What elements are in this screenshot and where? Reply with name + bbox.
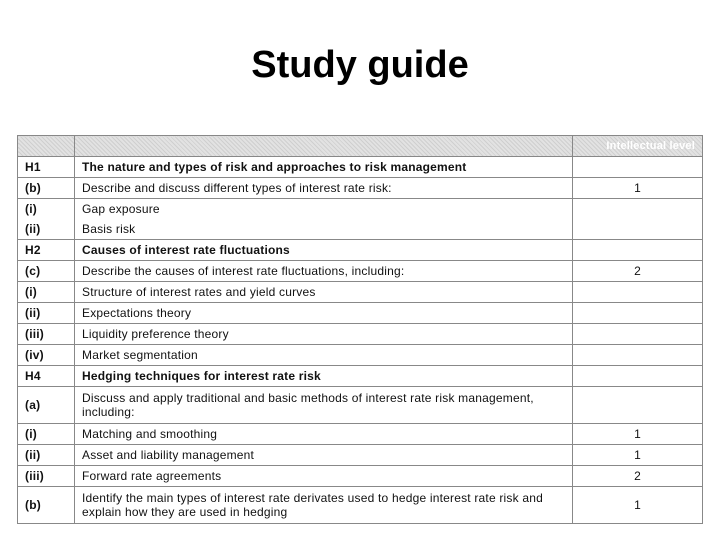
row-text: Structure of interest rates and yield curves — [75, 282, 573, 303]
row-text: Matching and smoothing — [75, 424, 573, 445]
table-row — [18, 324, 703, 345]
row-text: Causes of interest rate fluctuations — [75, 240, 573, 261]
row-code: (b) — [18, 487, 75, 524]
row-text: Expectations theory — [75, 303, 573, 324]
table-row — [18, 387, 703, 424]
row-level — [573, 199, 703, 240]
row-level: 2 — [573, 261, 703, 282]
row-code: (b) — [18, 178, 75, 199]
row-level — [573, 303, 703, 324]
row-text: Gap exposure — [82, 202, 160, 216]
row-text: Basis risk — [82, 222, 136, 236]
row-text: Forward rate agreements — [75, 466, 573, 487]
row-text: Hedging techniques for interest rate risk — [75, 366, 573, 387]
row-level — [573, 324, 703, 345]
row-level: 1 — [573, 178, 703, 199]
row-text: Asset and liability management — [75, 445, 573, 466]
table-row — [18, 466, 703, 487]
row-code: (a) — [18, 387, 75, 424]
header-cell — [75, 136, 573, 157]
row-text: Market segmentation — [75, 345, 573, 366]
row-text: Liquidity preference theory — [75, 324, 573, 345]
row-code: (ii) — [25, 222, 41, 236]
slide-title: Study guide — [251, 44, 469, 86]
row-level: 1 — [573, 424, 703, 445]
row-text: The nature and types of risk and approaches to risk management — [75, 157, 573, 178]
header-cell — [18, 136, 75, 157]
row-text: Describe the causes of interest rate fluctuations, including: — [75, 261, 573, 282]
row-code: (iv) — [18, 345, 75, 366]
study-guide-table — [17, 135, 703, 524]
row-level — [573, 157, 703, 178]
row-code: H4 — [18, 366, 75, 387]
row-text: Describe and discuss different types of interest rate risk: — [75, 178, 573, 199]
row-code: (i) — [18, 282, 75, 303]
row-code: (i) — [25, 202, 37, 216]
table-row — [18, 240, 703, 261]
row-code: (ii) — [18, 303, 75, 324]
row-level — [573, 282, 703, 303]
table-row — [18, 157, 703, 178]
table-row — [18, 282, 703, 303]
row-text: Discuss and apply traditional and basic methods of interest rate risk management, including: — [75, 387, 573, 424]
table-header — [18, 136, 703, 157]
row-code: (iii) — [18, 466, 75, 487]
row-code: (iii) — [18, 324, 75, 345]
table-row — [18, 199, 703, 240]
table-row — [18, 345, 703, 366]
row-code: (i) — [18, 424, 75, 445]
header-intellectual-level: Intellectual level — [573, 136, 703, 157]
row-level — [573, 240, 703, 261]
row-text: Identify the main types of interest rate derivates used to hedge interest rate risk and explain how they are used in hedging — [75, 487, 573, 524]
row-code: H2 — [18, 240, 75, 261]
row-level: 1 — [573, 487, 703, 524]
row-code: (c) — [18, 261, 75, 282]
table-row — [18, 424, 703, 445]
row-code: H1 — [18, 157, 75, 178]
row-code: (ii) — [18, 445, 75, 466]
table-row — [18, 303, 703, 324]
table-row — [18, 487, 703, 524]
table-row — [18, 261, 703, 282]
row-level: 2 — [573, 466, 703, 487]
row-level — [573, 366, 703, 387]
table-row — [18, 445, 703, 466]
table-row — [18, 178, 703, 199]
row-level — [573, 387, 703, 424]
row-level: 1 — [573, 445, 703, 466]
table-row — [18, 366, 703, 387]
row-level — [573, 345, 703, 366]
